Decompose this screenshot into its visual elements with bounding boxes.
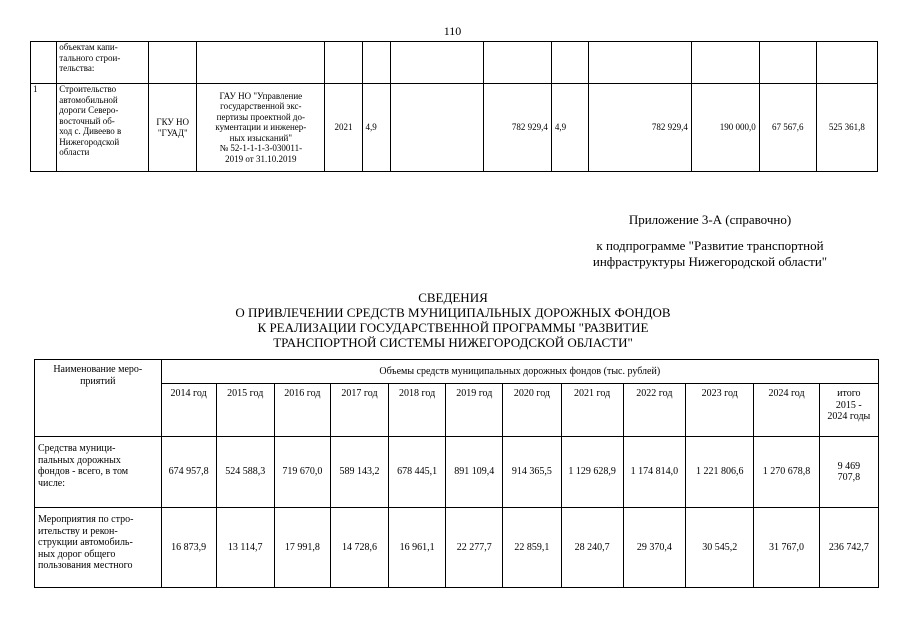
object-name-cell [57, 42, 149, 84]
value-cell: 674 957,8 [161, 437, 216, 508]
column-header-year: 2023 год [686, 384, 754, 437]
table-row [35, 508, 879, 588]
value-cell: 13 114,7 [216, 508, 274, 588]
column-header-year: 2020 год [503, 384, 561, 437]
empty-cell [589, 42, 692, 84]
value-cell: 67 567,6 [759, 84, 816, 172]
text-line: числе: [38, 477, 66, 489]
table-header-row [35, 360, 879, 384]
appendix-line: инфраструктуры Нижегородской области" [592, 254, 828, 269]
text-line: 9 469 [837, 460, 861, 472]
heading-line: СВЕДЕНИЯ [418, 290, 488, 305]
column-header-year: 2019 год [446, 384, 503, 437]
value-cell: 891 109,4 [446, 437, 503, 508]
value-cell: 16 873,9 [161, 508, 216, 588]
value-cell: 190 000,0 [691, 84, 759, 172]
customer-cell [149, 84, 197, 172]
table-row [35, 437, 879, 508]
row-number-cell: 1 [31, 84, 57, 172]
column-header-year: 2014 год [161, 384, 216, 437]
value-cell: 14 728,6 [330, 508, 388, 588]
text-line: пальных дорожных [38, 454, 121, 466]
project-table-continuation [30, 41, 878, 172]
text-line: тального строи- [59, 52, 121, 63]
empty-cell [325, 42, 362, 84]
text-line: пертизы проектной до- [216, 111, 306, 122]
empty-cell [551, 42, 588, 84]
text-line: 236 742,7 [828, 541, 869, 553]
text-line: Строительство [59, 84, 117, 94]
total-cell [819, 437, 878, 508]
value-cell: 22 859,1 [503, 508, 561, 588]
text-line: фондов - всего, в том [38, 466, 129, 477]
column-header-year: 2015 год [216, 384, 274, 437]
text-line: государственной экс- [220, 101, 302, 112]
value-cell: 31 767,0 [754, 508, 819, 588]
value-cell: 719 670,0 [274, 437, 330, 508]
text-line: ных дорог общего [38, 548, 116, 560]
text-line: № 52-1-1-1-3-030011- [219, 143, 303, 154]
text-line: приятий [80, 375, 116, 387]
text-line: "ГУАД" [157, 127, 188, 138]
value-cell: 525 361,8 [816, 84, 877, 172]
text-line: дороги Северо- [59, 105, 119, 115]
text-line: 2019 от 31.10.2019 [225, 153, 297, 164]
text-line: Мероприятия по стро- [38, 514, 134, 525]
text-line: ных изысканий" [229, 132, 293, 143]
row-label [35, 508, 162, 588]
column-header-name [35, 360, 162, 437]
text-line: Нижегородской [59, 136, 120, 147]
text-line: струкции автомобиль- [38, 537, 133, 548]
empty-cell [759, 42, 816, 84]
page-number: 110 [443, 24, 462, 38]
value-cell: 1 221 806,6 [686, 437, 754, 508]
text-line: ительству и рекон- [38, 525, 118, 537]
year-cell: 2021 [325, 84, 362, 172]
road-funds-table [34, 359, 879, 588]
text-line: области [59, 147, 90, 157]
value-cell: 17 991,8 [274, 508, 330, 588]
empty-cell [390, 42, 483, 84]
appendix-subtitle [540, 238, 880, 270]
value-cell: 16 961,1 [389, 508, 446, 588]
value-cell: 782 929,4 [484, 84, 552, 172]
value-cell: 589 143,2 [330, 437, 388, 508]
text-line: ГКУ НО [156, 117, 190, 127]
heading-line: О ПРИВЛЕЧЕНИИ СРЕДСТВ МУНИЦИПАЛЬНЫХ ДОРОЖНЫХ ФОНДОВ [235, 305, 671, 320]
value-cell: 29 370,4 [623, 508, 685, 588]
heading-line: ТРАНСПОРТНОЙ СИСТЕМЫ НИЖЕГОРОДСКОЙ ОБЛАСТИ" [273, 335, 633, 350]
column-header-year: 2022 год [623, 384, 685, 437]
value-cell: 1 270 678,8 [754, 437, 819, 508]
object-name-cell [57, 84, 149, 172]
appendix-title: Приложение 3-А (справочно) [628, 212, 792, 227]
value-cell: 678 445,1 [389, 437, 446, 508]
column-header-total [819, 384, 878, 437]
heading-line: К РЕАЛИЗАЦИИ ГОСУДАРСТВЕННОЙ ПРОГРАММЫ "РАЗВИТИЕ [257, 320, 649, 335]
text-line: объектам капи- [59, 42, 118, 52]
document-heading [130, 290, 776, 350]
value-cell: 30 545,2 [686, 508, 754, 588]
column-header-year: 2016 год [274, 384, 330, 437]
empty-cell [691, 42, 759, 84]
expertise-cell [197, 84, 325, 172]
row-number-cell [31, 42, 57, 84]
text-line: кументации и инженер- [215, 122, 307, 133]
value-cell: 782 929,4 [589, 84, 692, 172]
table-row [31, 42, 878, 84]
column-group-header: Объемы средств муниципальных дорожных фондов (тыс. рублей) [161, 360, 878, 384]
text-line: 2015 - [835, 399, 862, 411]
value-cell: 4,9 [551, 84, 588, 172]
text-line: ГАУ НО "Управление [219, 90, 303, 101]
empty-cell [362, 42, 390, 84]
column-header-year: 2018 год [389, 384, 446, 437]
table-header-row [35, 384, 879, 437]
text-line: тельства: [59, 63, 95, 73]
empty-cell [816, 42, 877, 84]
row-label [35, 437, 162, 508]
column-header-year: 2017 год [330, 384, 388, 437]
appendix-line: к подпрограмме "Развитие транспортной [596, 238, 824, 253]
value-cell: 4,9 [362, 84, 390, 172]
text-line: 2024 годы [827, 411, 871, 422]
column-header-year: 2024 год [754, 384, 819, 437]
text-line: ход с. Дивеево в [59, 126, 122, 136]
text-line: итого [837, 388, 861, 399]
empty-cell [149, 42, 197, 84]
text-line: автомобильной [59, 94, 118, 105]
text-line: пользования местного [38, 560, 133, 571]
value-cell: 22 277,7 [446, 508, 503, 588]
value-cell: 1 174 814,0 [623, 437, 685, 508]
total-cell [819, 508, 878, 588]
value-cell: 1 129 628,9 [561, 437, 623, 508]
text-line: Наименование меро- [53, 364, 143, 375]
column-header-year: 2021 год [561, 384, 623, 437]
empty-cell [484, 42, 552, 84]
value-cell: 28 240,7 [561, 508, 623, 588]
text-line: Средства муници- [38, 443, 116, 454]
value-cell: 524 588,3 [216, 437, 274, 508]
text-line: 707,8 [837, 472, 861, 483]
empty-cell [197, 42, 325, 84]
value-cell: 914 365,5 [503, 437, 561, 508]
value-cell [390, 84, 483, 172]
text-line: восточный об- [59, 115, 115, 126]
table-row [31, 84, 878, 172]
